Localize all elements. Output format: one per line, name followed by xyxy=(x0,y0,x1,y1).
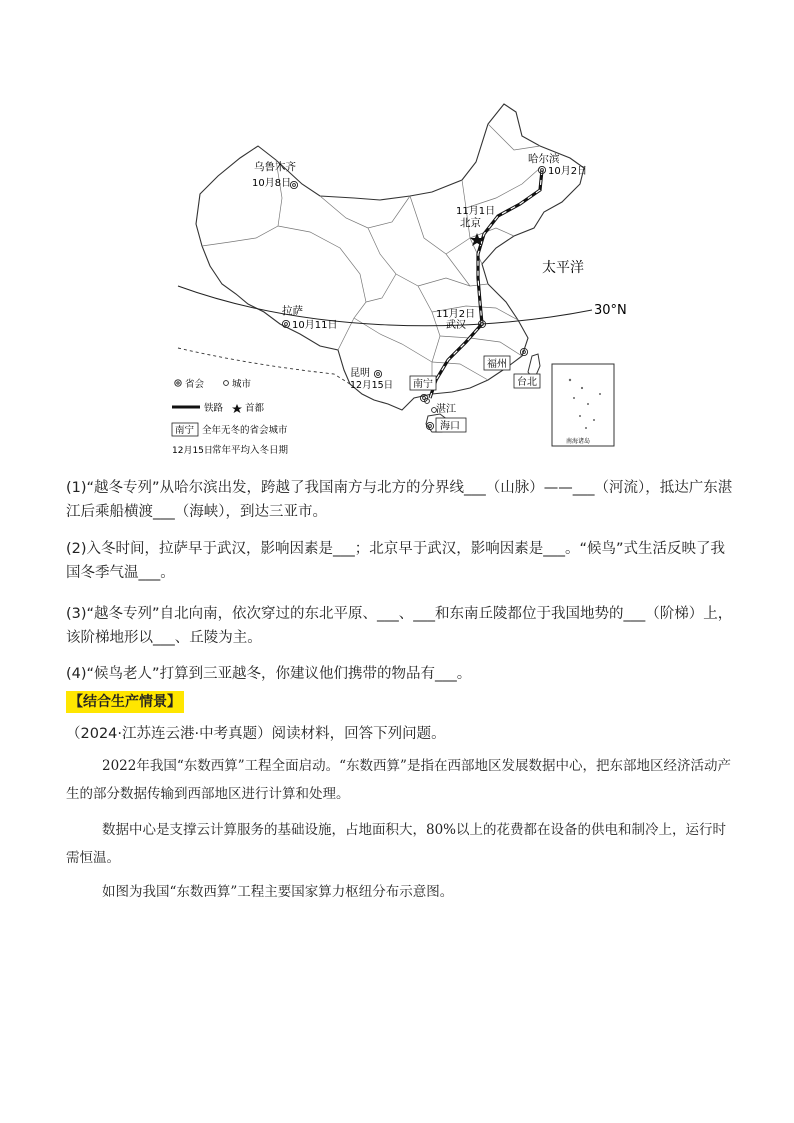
question-4: (4)“候鸟老人”打算到三亚越冬，你建议他们携带的物品有___。 xyxy=(66,666,472,682)
label-lhasa-date: 10月11日 xyxy=(292,320,338,331)
label-beijing: 北京 xyxy=(460,217,481,229)
label-kunming: 昆明 xyxy=(350,368,370,379)
material-paragraph-2: 数据中心是支撑云计算服务的基础设施，占地面积大，80%以上的花费都在设备的供电和制冷上，运行时需恒温。 xyxy=(66,822,727,866)
province-borders xyxy=(202,124,540,394)
legend-railway: 铁路 xyxy=(204,403,224,414)
label-zhanjiang: 湛江 xyxy=(436,404,456,415)
legend-date-text: 常年平均入冬日期 xyxy=(212,445,289,456)
label-ocean: 太平洋 xyxy=(542,260,584,276)
label-urumqi: 乌鲁木齐 xyxy=(254,161,296,173)
label-harbin: 哈尔滨 xyxy=(528,153,560,165)
legend-date-example: 12月15日 xyxy=(172,446,213,456)
label-kunming-date: 12月15日 xyxy=(350,380,394,391)
china-overwintering-train-map xyxy=(170,98,630,456)
inset-label: 南海诸岛 xyxy=(566,438,591,445)
section-tag: 【结合生产情景】 xyxy=(66,691,184,713)
source-line: （2024·江苏连云港·中考真题）阅读材料，回答下列问题。 xyxy=(66,726,446,742)
label-harbin-date: 10月2日 xyxy=(548,166,588,177)
label-urumqi-date: 10月8日 xyxy=(252,178,292,189)
label-fuzhou: 福州 xyxy=(487,359,507,370)
map-legend xyxy=(172,378,289,456)
legend-box-text: 全年无冬的省会城市 xyxy=(202,425,288,436)
legend-box-example: 南宁 xyxy=(175,425,195,436)
question-2: (2)入冬时间，拉萨早于武汉，影响因素是___；北京早于武汉，影响因素是___。“候鸟”式生活反映了我国冬季气温___。 xyxy=(66,541,726,581)
label-wuhan-date: 11月2日 xyxy=(436,309,476,320)
label-nanning: 南宁 xyxy=(413,379,433,390)
china-outline xyxy=(196,104,584,410)
legend-national-capital: 首都 xyxy=(245,403,265,414)
label-taibei: 台北 xyxy=(517,377,537,388)
latitude-30n-line xyxy=(178,286,592,326)
question-1: (1)“越冬专列”从哈尔滨出发，跨越了我国南方与北方的分界线___（山脉）——___（河流），抵达广东湛江后乘船横渡___（海峡），到达三亚市。 xyxy=(66,480,733,520)
inset-islands xyxy=(569,379,601,429)
material-paragraph-3: 如图为我国“东数西算”工程主要国家算力枢纽分布示意图。 xyxy=(102,884,454,900)
label-30n: 30°N xyxy=(594,303,627,318)
question-3: (3)“越冬专列”自北向南，依次穿过的东北平原、___、___和东南丘陵都位于我国地势的___（阶梯）上，该阶梯地形以___、丘陵为主。 xyxy=(66,606,733,646)
label-haikou: 海口 xyxy=(440,421,460,432)
legend-city: 城市 xyxy=(232,379,252,390)
material-paragraph-1: 2022年我国“东数西算”工程全面启动。“东数西算”是指在西部地区发展数据中心，把东部地区经济活动产生的部分数据传输到西部地区进行计算和处理。 xyxy=(66,758,731,802)
label-lhasa: 拉萨 xyxy=(282,305,303,317)
label-wuhan: 武汉 xyxy=(446,320,466,331)
legend-capital: 省会 xyxy=(185,379,205,390)
south-china-sea-inset xyxy=(552,364,614,446)
label-beijing-date: 11月1日 xyxy=(456,206,496,217)
